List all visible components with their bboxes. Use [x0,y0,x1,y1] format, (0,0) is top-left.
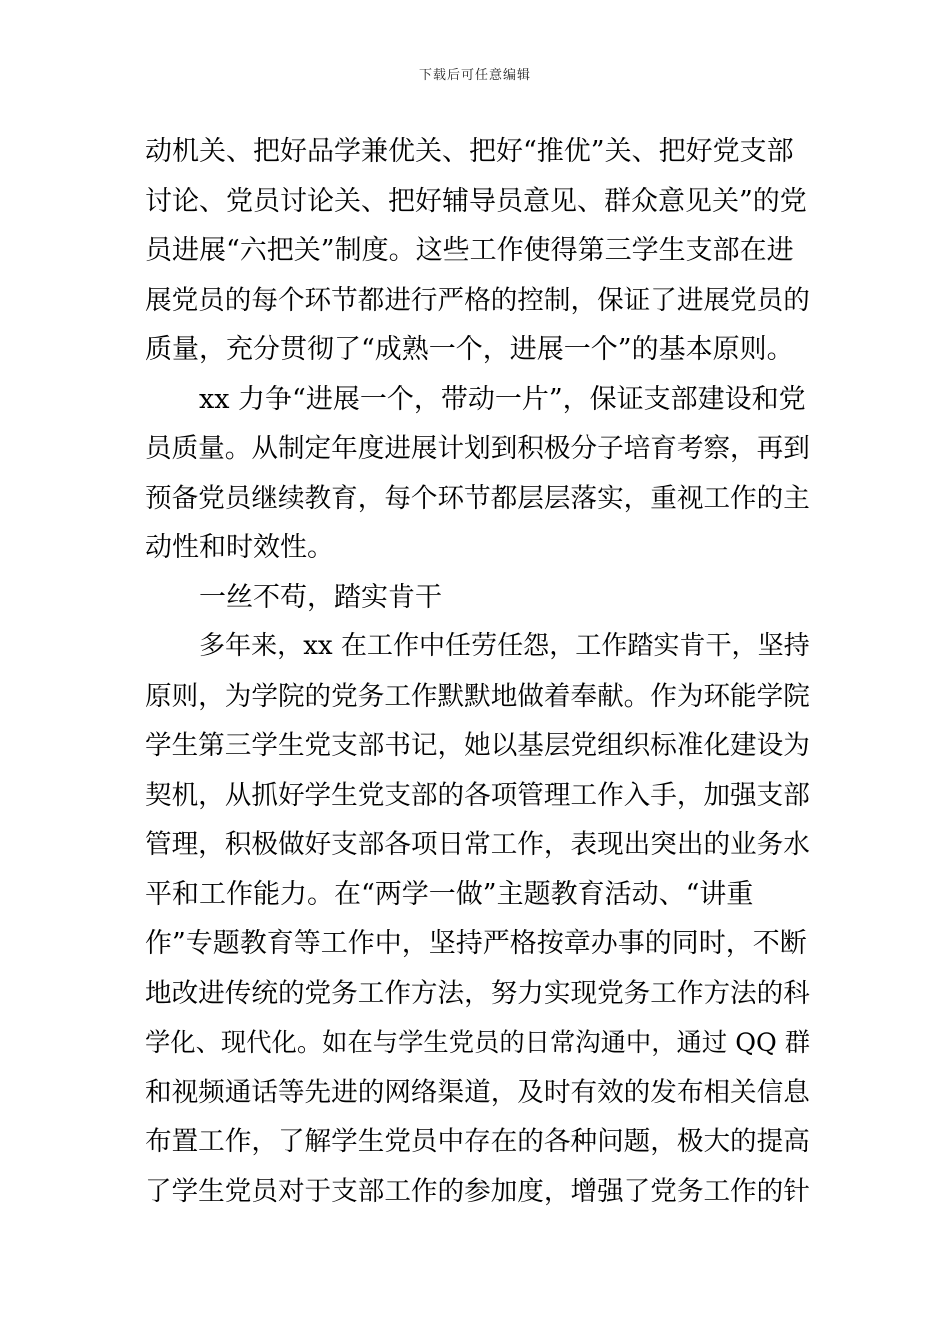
paragraph-first-line: 一丝不苟，踏实肯干 [199,581,442,613]
document-body [145,127,810,1216]
text-line: 动机关、把好品学兼优关、把好“推优”关、把好党支部 [145,136,794,167]
text-line: 员质量。从制定年度进展计划到积极分子培育考察，再到 [145,433,810,464]
text-line: 展党员的每个环节都进行严格的控制，保证了进展党员的 [145,284,810,316]
text-line: 质量，充分贯彻了“成熟一个，进展一个”的基本原则。 [145,334,794,365]
text-line: 预备党员继续教育，每个环节都层层落实，重视工作的主 [145,482,810,514]
text-line: 了学生党员对于支部工作的参加度，增强了党务工作的针 [145,1175,810,1207]
text-line: 动性和时效性。 [145,532,334,563]
text-line: 管理，积极做好支部各项日常工作，表现出突出的业务水 [145,829,810,860]
text-line: 契机，从抓好学生党支部的各项管理工作入手，加强支部 [145,779,810,811]
text-line: 学化、现代化。如在与学生党员的日常沟通中，通过 QQ 群 [145,1027,811,1057]
text-line: 原则，为学院的党务工作默默地做着奉献。作为环能学院 [145,680,810,712]
text-line: 讨论、党员讨论关、把好辅导员意见、群众意见关”的党 [145,185,807,217]
text-line: 学生第三学生党支部书记，她以基层党组织标准化建设为 [145,730,810,761]
text-line: 平和工作能力。在“两学一做”主题教育活动、“讲重 [145,878,754,910]
text-line: 员进展“六把关”制度。这些工作使得第三学生支部在进 [145,235,794,266]
text-line: 地改进传统的党务工作方法，努力实现党务工作方法的科 [145,977,810,1009]
text-line: 和视频通话等先进的网络渠道，及时有效的发布相关信息 [145,1076,810,1108]
paragraph-first-line: xx 力争“进展一个，带动一片”，保证支部建设和党 [199,383,806,415]
text-line: 作”专题教育等工作中，坚持严格按章办事的同时，不断 [145,928,807,959]
paragraph-first-line: 多年来，xx 在工作中任劳任怨，工作踏实肯干，坚持 [199,631,810,661]
page-header: 下载后可任意编辑 [418,68,531,83]
text-line: 布置工作，了解学生党员中存在的各种问题，极大的提高 [145,1126,810,1157]
